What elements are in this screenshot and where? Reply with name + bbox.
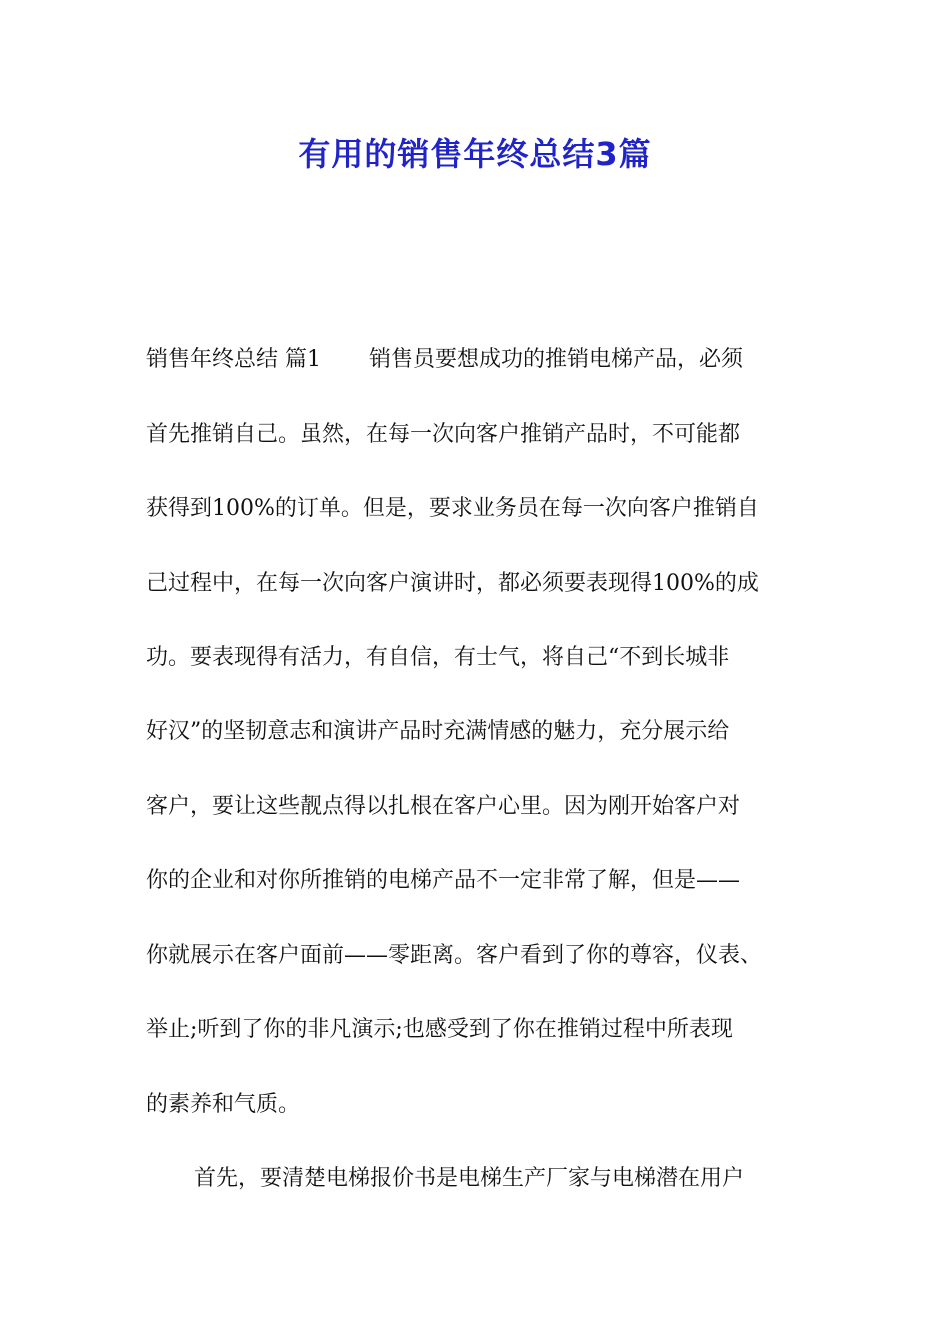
paragraph-line-12: 首先，要清楚电梯报价书是电梯生产厂家与电梯潜在用户: [194, 1166, 745, 1191]
paragraph-line-5: 功。要表现得有活力，有自信，有士气，将自己“不到长城非: [146, 645, 730, 670]
section-heading: 销售年终总结 篇1: [146, 347, 321, 372]
paragraph-line-7: 客户，要让这些靓点得以扎根在客户心里。因为刚开始客户对: [146, 794, 741, 819]
paragraph-line-8: 你的企业和对你所推销的电梯产品不一定非常了解，但是——: [146, 868, 741, 893]
paragraph-line-6: 好汉”的坚韧意志和演讲产品时充满情感的魅力，充分展示给: [146, 719, 730, 744]
paragraph-line-3: 获得到100%的订单。但是，要求业务员在每一次向客户推销自: [146, 496, 759, 521]
paragraph-line-1: [146, 343, 836, 377]
paragraph-text: 销售员要想成功的推销电梯产品，必须: [369, 347, 744, 372]
paragraph-line-2: 首先推销自己。虽然，在每一次向客户推销产品时，不可能都: [146, 422, 741, 447]
paragraph-line-11: 的素养和气质。: [146, 1092, 301, 1117]
document-title: 有用的销售年终总结3篇: [298, 135, 652, 173]
paragraph-line-4: 己过程中，在每一次向客户演讲时，都必须要表现得100%的成: [146, 571, 759, 596]
paragraph-line-10: 举止;听到了你的非凡演示;也感受到了你在推销过程中所表现: [146, 1017, 733, 1042]
paragraph-line-9: 你就展示在客户面前——零距离。客户看到了你的尊容，仪表、: [146, 943, 763, 968]
